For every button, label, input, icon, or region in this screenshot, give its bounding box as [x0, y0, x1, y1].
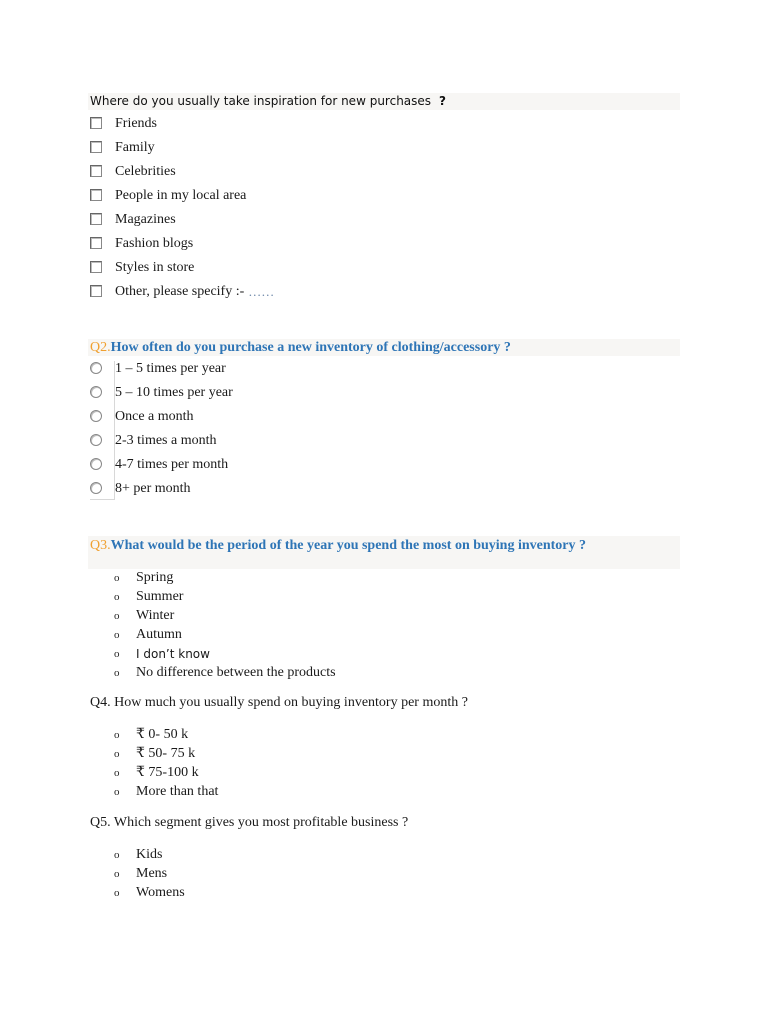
checkbox[interactable] [90, 189, 102, 201]
list-item [90, 606, 336, 625]
q1-option-friends[interactable] [90, 112, 490, 136]
list-item [90, 763, 218, 782]
q3-title [90, 537, 586, 554]
list-item [90, 864, 185, 883]
bullet-icon: o [114, 628, 120, 641]
q1-options [90, 112, 490, 304]
radio-button[interactable] [90, 362, 102, 374]
checkbox[interactable] [90, 117, 102, 129]
radio-button[interactable] [90, 458, 102, 470]
list-item [90, 568, 336, 587]
q3-options [90, 568, 336, 682]
bullet-icon: o [114, 647, 120, 660]
bullet-icon: o [114, 766, 120, 779]
q1-option-family[interactable] [90, 136, 490, 160]
bullet-icon: o [114, 609, 120, 622]
q1-option-styles-in-store[interactable] [90, 256, 490, 280]
q1-option-magazines[interactable] [90, 208, 490, 232]
option-label: Styles in store [115, 260, 195, 275]
option-label: No difference between the products [136, 664, 336, 680]
bullet-icon: o [114, 747, 120, 760]
q2-title [88, 339, 680, 356]
checkbox[interactable] [90, 261, 102, 273]
option-label: Womens [136, 884, 185, 900]
other-specify-dots: …… [248, 284, 275, 299]
option-label: ₹ 50- 75 k [136, 746, 196, 761]
q1-title-text: Where do you usually take inspiration for new purchases [90, 94, 432, 108]
bullet-icon: o [114, 867, 120, 880]
q2-option-3[interactable] [90, 405, 390, 429]
option-label: I don’t know [136, 646, 210, 661]
option-label: Autumn [136, 626, 182, 642]
radio-button[interactable] [90, 386, 102, 398]
bullet-icon: o [114, 728, 120, 741]
checkbox[interactable] [90, 141, 102, 153]
checkbox[interactable] [90, 213, 102, 225]
q1-title [88, 93, 680, 110]
q2-option-1[interactable] [90, 357, 390, 381]
q2-option-5[interactable] [90, 453, 390, 477]
q5-options [90, 845, 185, 902]
option-label: Celebrities [115, 164, 176, 179]
q1-qmark: ? [439, 94, 447, 108]
checkbox[interactable] [90, 237, 102, 249]
checkbox[interactable] [90, 285, 102, 297]
option-label: Magazines [115, 212, 176, 227]
option-label: 5 – 10 times per year [115, 385, 233, 400]
radio-button[interactable] [90, 434, 102, 446]
q3-title-text: What would be the period of the year you spend the most on buying inventory ? [110, 538, 587, 553]
bullet-icon: o [114, 886, 120, 899]
q2-option-4[interactable] [90, 429, 390, 453]
q2-option-2[interactable] [90, 381, 390, 405]
list-item [90, 782, 218, 801]
checkbox[interactable] [90, 165, 102, 177]
q1-option-local-area[interactable] [90, 184, 490, 208]
option-label: 1 – 5 times per year [115, 361, 226, 376]
bullet-icon: o [114, 590, 120, 603]
q2-title-text: How often do you purchase a new inventory of clothing/accessory ? [110, 340, 511, 355]
option-label: 2-3 times a month [115, 433, 217, 448]
option-label: Friends [115, 116, 157, 131]
option-label: ₹ 75-100 k [136, 765, 199, 780]
option-label: Other, please specify :- [115, 284, 245, 299]
bullet-icon: o [114, 571, 120, 584]
q4-title: Q4. How much you usually spend on buying inventory per month ? [90, 695, 468, 710]
q1-option-celebrities[interactable] [90, 160, 490, 184]
option-label: Once a month [115, 409, 194, 424]
list-item [90, 883, 185, 902]
bullet-icon: o [114, 785, 120, 798]
list-item [90, 845, 185, 864]
option-label: Kids [136, 846, 163, 862]
list-item [90, 587, 336, 606]
list-item [90, 644, 336, 663]
option-label: Fashion blogs [115, 236, 194, 251]
radio-button[interactable] [90, 410, 102, 422]
q2-options [90, 357, 390, 501]
list-item [90, 625, 336, 644]
list-item [90, 744, 218, 763]
option-label: People in my local area [115, 188, 247, 203]
q4-options [90, 725, 218, 801]
q5-title: Q5. Which segment gives you most profitable business ? [90, 815, 409, 830]
list-item [90, 663, 336, 682]
q1-option-fashion-blogs[interactable] [90, 232, 490, 256]
q3-number: Q3. [90, 538, 111, 553]
bullet-icon: o [114, 666, 120, 679]
option-label: 8+ per month [115, 481, 191, 496]
option-label: Winter [136, 607, 175, 623]
list-item [90, 725, 218, 744]
q1-option-other[interactable] [90, 280, 490, 304]
option-label: Family [115, 140, 155, 155]
radio-button[interactable] [90, 482, 102, 494]
q2-number: Q2. [90, 340, 111, 355]
option-label: 4-7 times per month [115, 457, 229, 472]
option-label: Summer [136, 588, 184, 604]
option-label: ₹ 0- 50 k [136, 727, 189, 742]
q2-option-6[interactable] [90, 477, 390, 501]
option-label: More than that [136, 783, 219, 799]
option-label: Mens [136, 865, 168, 881]
bullet-icon: o [114, 848, 120, 861]
option-label: Spring [136, 569, 174, 585]
